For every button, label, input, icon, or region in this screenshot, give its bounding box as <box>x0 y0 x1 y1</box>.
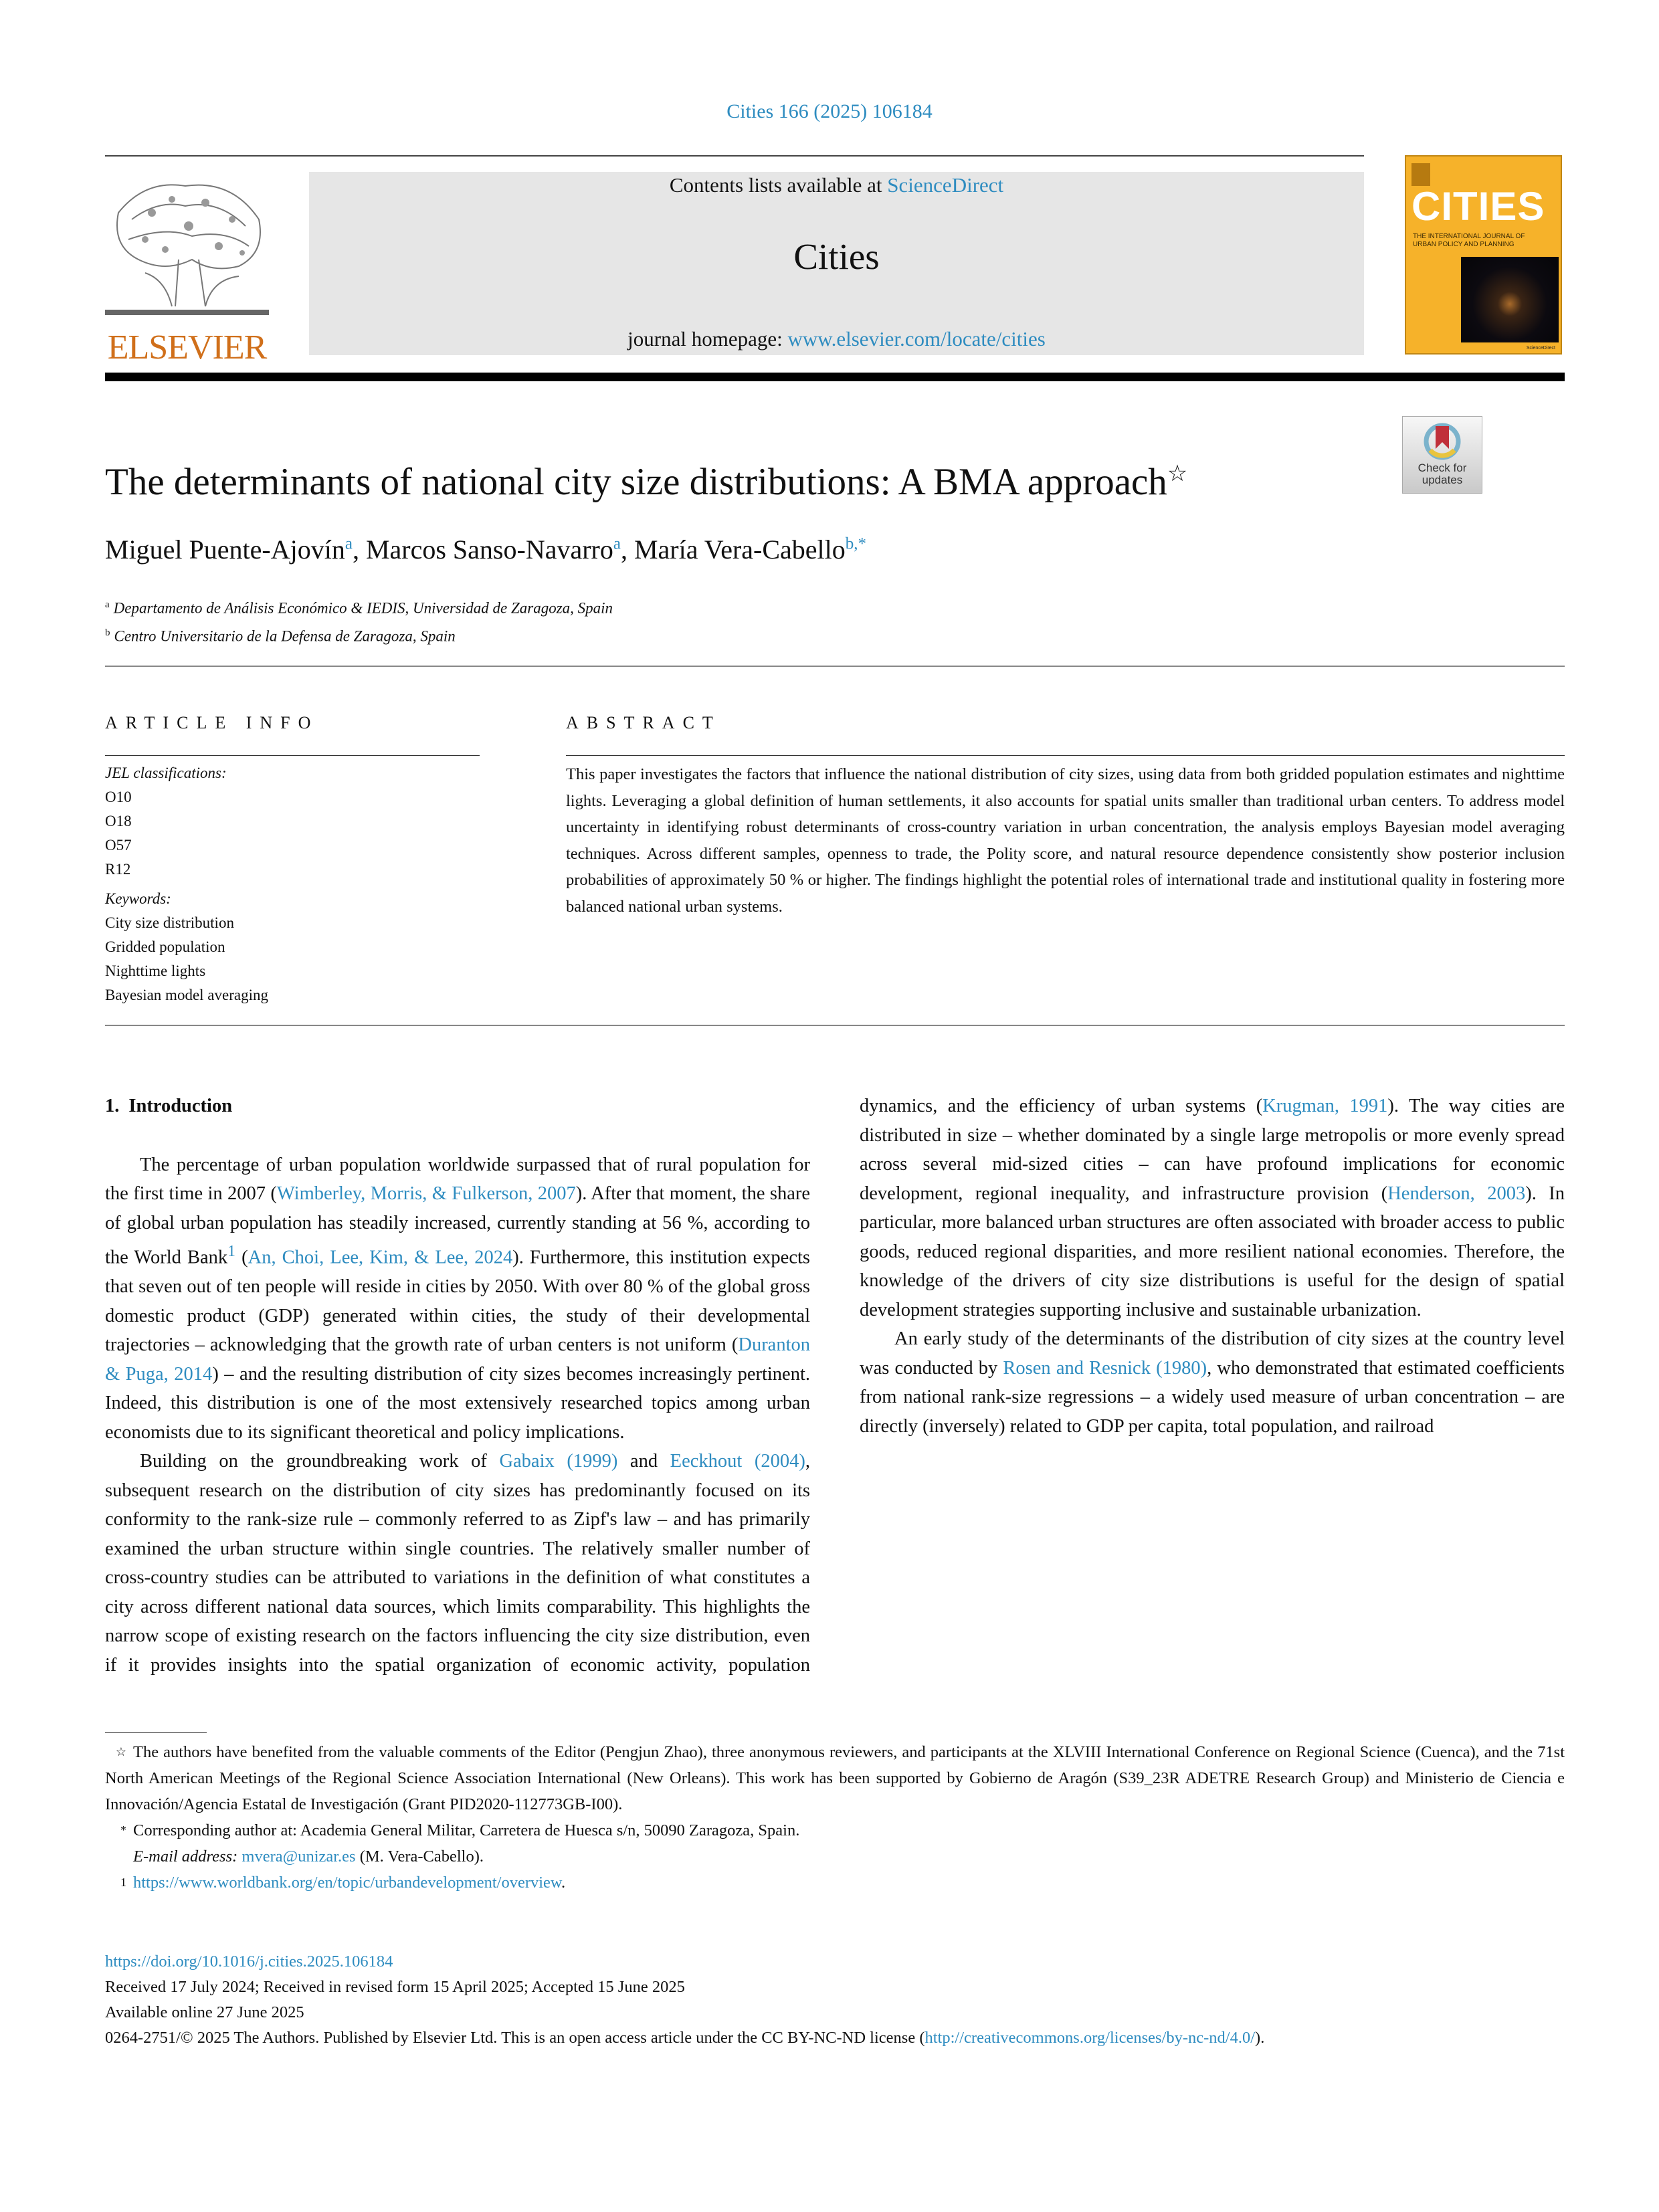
jel-label: JEL classifications: <box>105 765 227 781</box>
footnote-text: Corresponding author at: Academia General Militar, Carretera de Huesca s/n, 50090 Zaragoza, Spain. <box>133 1821 800 1839</box>
contents-prefix: Contents lists available at <box>669 173 888 197</box>
footnote-email <box>105 1843 1565 1870</box>
doi-link[interactable]: https://doi.org/10.1016/j.cities.2025.106184 <box>105 1952 393 1971</box>
title-footnote-mark[interactable]: ☆ <box>1167 462 1188 486</box>
cover-subtitle <box>1413 233 1525 249</box>
article-info-list <box>105 761 268 1007</box>
affiliation-mark: b <box>105 627 110 638</box>
citation-link[interactable]: Duranton & Puga, 2014 <box>105 1334 810 1385</box>
license-line <box>105 2025 1565 2051</box>
citation-link[interactable]: Henderson, 2003 <box>1387 1183 1526 1204</box>
cover-night-lights-photo <box>1461 257 1559 342</box>
text-run: The percentage of urban population worldwide surpassed that of rural population for the first time in 2007 ( <box>105 1154 810 1204</box>
journal-homepage-link[interactable]: www.elsevier.com/locate/cities <box>787 327 1046 350</box>
footnote-suffix: . <box>561 1874 566 1892</box>
affiliation-item <box>105 593 613 621</box>
author-separator: , <box>352 534 366 565</box>
affiliation-text: Departamento de Análisis Económico & IEDIS, Universidad de Zaragoza, Spain <box>113 599 613 617</box>
license-suffix: ). <box>1255 2029 1265 2047</box>
citation-link[interactable]: Wimberley, Morris, & Fulkerson, 2007 <box>276 1183 576 1204</box>
affiliation-mark: a <box>105 599 110 610</box>
author-affiliation-mark[interactable]: a <box>345 534 353 553</box>
text-run: ). The way cities are distributed in size – whether dominated by a single large metropolis or more evenly spread across several mid-sized cities – can have profound implications for economic development, regional inequality, and infrastructure provision ( <box>860 1096 1565 1204</box>
available-online: Available online 27 June 2025 <box>105 2003 304 2021</box>
email-suffix: (M. Vera-Cabello). <box>355 1847 484 1866</box>
footnote-corresponding <box>105 1817 1565 1843</box>
cover-footer: ScienceDirect <box>1526 346 1555 350</box>
elsevier-wordmark: ELSEVIER <box>107 328 267 367</box>
cover-subtitle-line: THE INTERNATIONAL JOURNAL OF <box>1413 233 1525 240</box>
author-affiliation-mark[interactable]: b,* <box>845 534 867 553</box>
text-run: ). After that moment, the share of global urban population has steadily increased, currently standing at 56 %, according to the World Bank <box>105 1183 811 1268</box>
divider <box>105 1025 1565 1026</box>
citation-link[interactable]: Gabaix (1999) <box>499 1451 618 1472</box>
section-number: 1. <box>105 1096 120 1116</box>
email-link[interactable]: mvera@unizar.es <box>241 1847 356 1866</box>
worldbank-link[interactable]: https://www.worldbank.org/en/topic/urbandevelopment/overview <box>133 1874 562 1892</box>
homepage-prefix: journal homepage: <box>627 327 788 350</box>
article-info-heading: ARTICLE INFO <box>105 713 319 732</box>
citation-link[interactable]: An, Choi, Lee, Kim, & Lee, 2024 <box>248 1247 513 1268</box>
elsevier-logo[interactable] <box>105 173 269 367</box>
author-separator: , <box>620 534 634 565</box>
text-run: ). Furthermore, this institution expects that seven out of ten people will reside in cities by 2050. With over 80 % of the global gross domestic product (GDP) generated within cities, the study of their developmental trajectories – acknowledging that the growth rate of urban centers is not uniform ( <box>105 1247 810 1355</box>
author-affiliation-mark[interactable]: a <box>613 534 621 553</box>
divider <box>566 755 1565 756</box>
journal-name: Cities <box>793 236 880 277</box>
citation-link[interactable]: Rosen and Resnick (1980) <box>1003 1357 1207 1379</box>
paragraph <box>860 1324 1565 1441</box>
check-updates-line: Check for <box>1418 462 1467 474</box>
keyword: Nighttime lights <box>105 963 206 979</box>
divider <box>105 666 1565 667</box>
text-run: ) – and the resulting distribution of city sizes becomes increasingly pertinent. Indeed, this distribution is one of the most extensively researched topics among urban economists due to its significant theoretical and policy implications. <box>105 1363 810 1443</box>
footnote-mark: * <box>120 1823 126 1837</box>
jel-code: R12 <box>105 861 131 878</box>
footnote-mark: 1 <box>120 1876 126 1889</box>
footnote-1 <box>105 1870 1565 1896</box>
publication-history: Received 17 July 2024; Received in revised form 15 April 2025; Accepted 15 June 2025 <box>105 1978 685 1996</box>
text-run: Building on the groundbreaking work of <box>140 1451 500 1472</box>
text-run: , subsequent research on the distribution of city sizes has predominantly focused on its conformity to the rank-size rule – commonly referred to as Zipf's law – and has primarily examined the urban structure within single countries. The relatively smaller number of cross-country studies can be attributed to variations in the definition of what constitutes a city across different national data sources, which limits comparability. This highlights the narrow scope of existing research on the factors influencing the city size distribution, even if it provides insights into the spatial organization of economic activity, population dynamics, and the efficiency of urban systems ( <box>105 1096 1263 1676</box>
masthead-divider <box>105 373 1565 381</box>
affiliation-item <box>105 621 613 649</box>
text-run: , who demonstrated that estimated coefficients from national rank-size regressions – a widely used measure of urban concentration – are directly (inversely) related to GDP per capita, total population, and railroad <box>860 1357 1565 1437</box>
text-run: ). In particular, more balanced urban structures are often associated with broader access to public goods, reduced regional disparities, and more resilient national economies. Therefore, the knowledge of the drivers of city size distributions is useful for the design of spatial development strategies supporting inclusive and sustainable urbanization. <box>860 1183 1565 1320</box>
citation-link[interactable]: Krugman, 1991 <box>1262 1096 1388 1116</box>
footnotes <box>105 1739 1565 1896</box>
license-text: 0264-2751/© 2025 The Authors. Published by Elsevier Ltd. This is an open access article under the CC BY-NC-ND license ( <box>105 2029 925 2047</box>
footnote-ref-link[interactable]: 1 <box>227 1243 236 1260</box>
body-text <box>105 1092 1565 1707</box>
abstract-heading: ABSTRACT <box>566 713 721 732</box>
section-heading <box>105 1092 810 1121</box>
text-run: and <box>617 1451 670 1472</box>
bookmark-ring-icon <box>1422 421 1462 462</box>
header-rule <box>105 155 1364 157</box>
running-head-citation[interactable]: Cities 166 (2025) 106184 <box>726 100 933 122</box>
spacer <box>105 882 268 887</box>
jel-code: O10 <box>105 789 132 805</box>
keywords-label: Keywords: <box>105 890 171 907</box>
paragraph <box>105 1150 810 1447</box>
license-link[interactable]: http://creativecommons.org/licenses/by-nc-nd/4.0/ <box>924 2029 1256 2047</box>
elsevier-tree-icon <box>105 173 269 323</box>
email-label: E-mail address: <box>133 1847 238 1866</box>
sciencedirect-link[interactable]: ScienceDirect <box>887 173 1004 197</box>
check-updates-label <box>1403 462 1482 486</box>
author-list <box>105 534 866 565</box>
section-title: Introduction <box>128 1096 233 1116</box>
footnote-text: The authors have benefited from the valuable comments of the Editor (Pengjun Zhao), three anonymous reviewers, and participants at the XLVIII International Conference on Regional Science (Cuenca), and the 71st North American Meetings of the Regional Science Association International (New Orleans). This work has been supported by Gobierno de Aragón (S39_23R ADETRE Research Group) and Ministerio de Ciencia e Innovación/Agencia Estatal de Investigación (Grant PID2020-112773GB-I00). <box>105 1743 1565 1813</box>
author-name[interactable]: María Vera-Cabello <box>633 534 846 565</box>
journal-cover-image[interactable] <box>1405 155 1562 355</box>
article-title <box>105 460 1187 504</box>
jel-code: O18 <box>105 813 132 829</box>
cover-title: CITIES <box>1411 184 1545 229</box>
text-run: ( <box>235 1247 248 1268</box>
homepage-line <box>309 327 1364 351</box>
text-run: An early study of the determinants of the distribution of city sizes at the country level was conducted by <box>860 1328 1565 1379</box>
journal-masthead <box>309 172 1364 355</box>
cover-elsevier-icon <box>1411 163 1430 186</box>
article-title-text: The determinants of national city size distributions: A BMA approach <box>105 461 1167 503</box>
keyword: Gridded population <box>105 938 225 955</box>
check-for-updates-button[interactable] <box>1402 416 1482 494</box>
author-name[interactable]: Miguel Puente-Ajovín <box>105 534 345 565</box>
abstract-text: This paper investigates the factors that influence the national distribution of city sizes, using data from both gridded population estimates and nighttime lights. Leveraging a global definition of human settlements, it also accounts for spatial units smaller than traditional urban centers. To address model uncertainty in identifying robust determinants of cross-country variation in urban concentration, the analysis employs Bayesian model averaging techniques. Across different samples, openness to trade, the Polity score, and natural resource dependence consistently show posterior inclusion probabilities of approximately 50 % or higher. The findings highlight the potential roles of international trade and institutional quality in fostering more balanced national urban systems. <box>566 765 1565 916</box>
author-name[interactable]: Marcos Sanso-Navarro <box>365 534 613 565</box>
keyword: City size distribution <box>105 914 234 931</box>
affiliation-text: Centro Universitario de la Defensa de Zaragoza, Spain <box>114 627 456 645</box>
divider <box>105 755 480 756</box>
footnote-rule <box>105 1732 207 1733</box>
affiliations <box>105 593 613 648</box>
check-updates-line: updates <box>1422 474 1463 486</box>
keyword: Bayesian model averaging <box>105 987 268 1003</box>
citation-link[interactable]: Eeckhout (2004) <box>670 1451 805 1472</box>
footnote-acknowledgement <box>105 1739 1565 1817</box>
publication-info <box>105 1949 1565 2051</box>
contents-line <box>309 173 1364 197</box>
footnote-mark: ☆ <box>115 1745 126 1758</box>
cover-subtitle-line: URBAN POLICY AND PLANNING <box>1413 241 1515 248</box>
jel-code: O57 <box>105 837 132 853</box>
